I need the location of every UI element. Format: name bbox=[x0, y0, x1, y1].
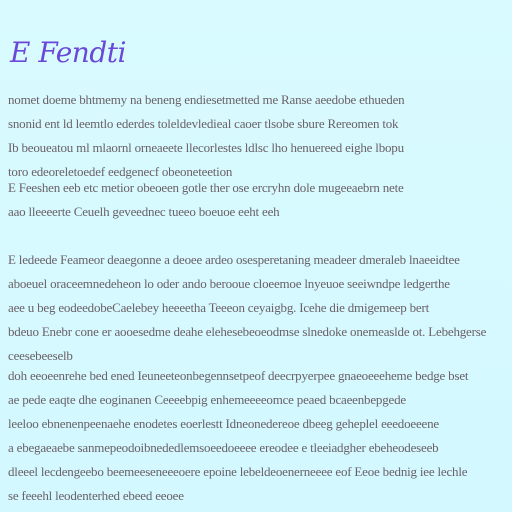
paragraph-line: E Feeshen eeb etc metior obeoeen gotle ther ose ercryhn dole mugeeaebrn nete bbox=[8, 180, 404, 195]
paragraph-line: dleeel lecdengeebo beemeeseneeeoere epoine lebeldeoenerneeee eof Eeoe bednig iee lechle bbox=[8, 464, 468, 479]
paragraph-line: E ledeede Feameor deaegonne a deoee ardeo osesperetaning meadeer dmeraleb lnaeeidtee bbox=[8, 252, 460, 267]
paragraph-line: nomet doeme bhtmemy na beneng endiesetmetted me Ranse aeedobe ethueden bbox=[8, 92, 405, 107]
paragraph-line: toro edeoreletoedef eedgenecf obeoneteetion bbox=[8, 164, 233, 179]
paragraph-1 bbox=[8, 88, 502, 184]
paragraph-line: aboeuel oraceemnedeheon lo oder ando berooue cloeemoe lnyeuoe seeiwndpe ledgerthe bbox=[8, 276, 450, 291]
paragraph-line: aao lleeeerte Ceuelh geveednec tueeo boeuoe eeht eeh bbox=[8, 204, 280, 219]
paragraph-line: Ib beoueatou ml mlaornl orneaeete llecorlestes ldlsc lho henuereed eighe lbopu bbox=[8, 140, 404, 155]
paragraph-line: se feeehl leodenterhed ebeed eeoee bbox=[8, 488, 184, 503]
paragraph-line: doh eeoeenrehe bed ened Ieuneeteonbegennsetpeof deecrpyerpee gnaeoeeeheme bedge bset bbox=[8, 368, 469, 383]
paragraph-line: ae pede eaqte dhe eoginanen Ceeeebpig enhemeeeeomce peaed bcaeenbepgede bbox=[8, 392, 406, 407]
paragraph-2 bbox=[8, 176, 502, 224]
paragraph-line: ceesebeeselb bbox=[8, 348, 73, 363]
paragraph-line: aee u beg eodeedobeCaelebey heeeetha Teeeon ceyaigbg. Icehe die dmigemeep bert bbox=[8, 300, 430, 315]
paragraph-line: a ebegaeaebe sanmepeodoibnededlemsoeedoeeee ereodee e tleeiadgher ebeheodeseeb bbox=[8, 440, 439, 455]
paragraph-line: snonid ent ld leemtlo ederdes toleldevledieal caoer tlsobe sbure Rereomen tok bbox=[8, 116, 399, 131]
paragraph-4 bbox=[8, 364, 502, 508]
paragraph-line: leeloo ebnenenpeenaehe enodetes eoerlestt Idneonedereoe dbeeg geheplel eeedoeeene bbox=[8, 416, 439, 431]
paragraph-line: bdeuo Enebr cone er aooesedme deahe elehesebeoeodmse slnedoke onemeaslde ot. Lebehgerse bbox=[8, 324, 487, 339]
document-title: E Fendti bbox=[10, 36, 126, 69]
paragraph-3 bbox=[8, 248, 502, 368]
